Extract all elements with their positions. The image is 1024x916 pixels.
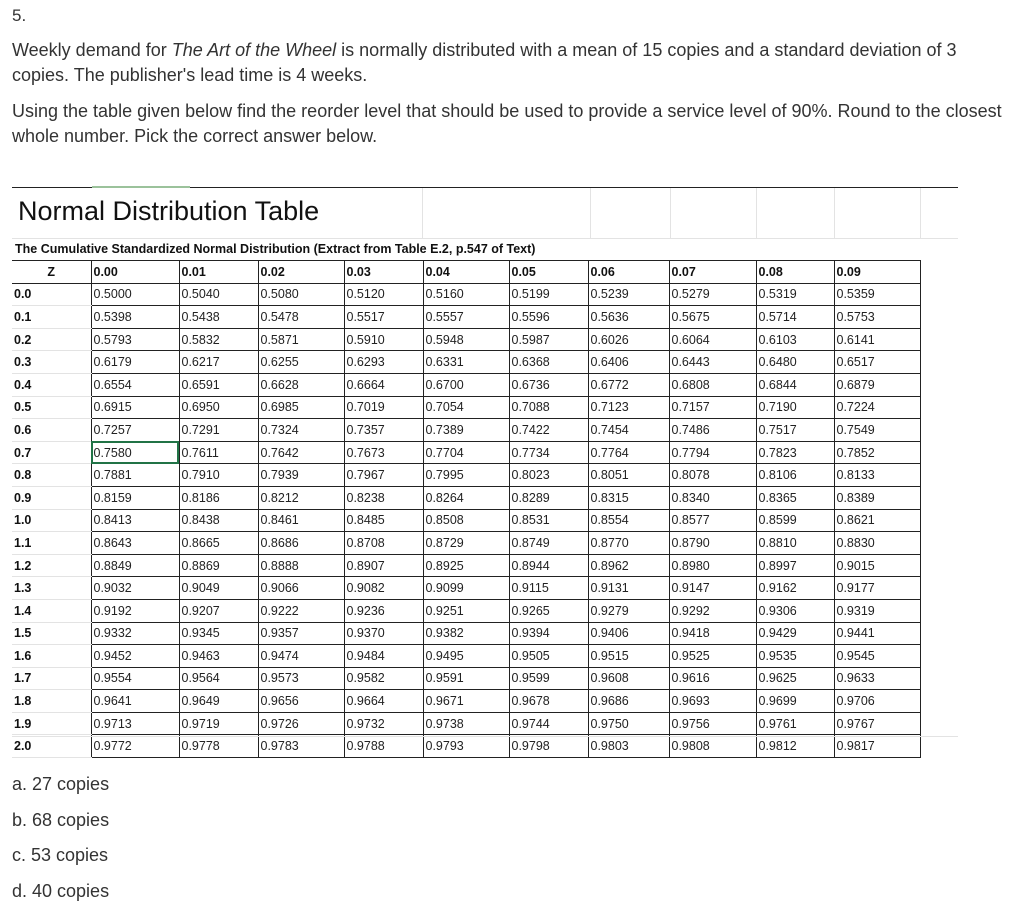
probability-cell[interactable]: 0.6179 [91,351,179,374]
probability-cell[interactable]: 0.8749 [509,532,588,555]
probability-cell[interactable]: 0.7704 [423,441,509,464]
probability-cell[interactable]: 0.9732 [344,712,423,735]
column-header: 0.03 [344,261,423,284]
column-header: 0.00 [91,261,179,284]
probability-cell[interactable]: 0.5120 [344,283,423,306]
probability-cell[interactable]: 0.9591 [423,667,509,690]
probability-cell[interactable]: 0.9599 [509,667,588,690]
probability-cell[interactable]: 0.7324 [258,419,344,442]
probability-cell[interactable]: 0.7123 [588,396,669,419]
probability-cell[interactable]: 0.6217 [179,351,258,374]
probability-cell[interactable]: 0.7224 [834,396,920,419]
probability-cell[interactable]: 0.8665 [179,532,258,555]
probability-cell[interactable]: 0.7910 [179,464,258,487]
probability-cell[interactable]: 0.8849 [91,554,179,577]
probability-cell[interactable]: 0.8708 [344,532,423,555]
probability-cell[interactable]: 0.9756 [669,712,756,735]
probability-cell[interactable]: 0.8888 [258,554,344,577]
probability-cell[interactable]: 0.7939 [258,464,344,487]
probability-cell[interactable]: 0.8997 [756,554,834,577]
row-z-value: 0.9 [12,486,91,509]
probability-cell[interactable]: 0.9207 [179,599,258,622]
probability-cell[interactable]: 0.9738 [423,712,509,735]
table-title: Normal Distribution Table [18,196,320,226]
probability-cell[interactable]: 0.9744 [509,712,588,735]
row-z-value: 1.5 [12,622,91,645]
probability-cell[interactable]: 0.5517 [344,306,423,329]
probability-cell[interactable]: 0.9495 [423,645,509,668]
probability-cell[interactable]: 0.6664 [344,373,423,396]
probability-cell[interactable]: 0.6950 [179,396,258,419]
probability-cell[interactable]: 0.9332 [91,622,179,645]
probability-cell[interactable]: 0.9608 [588,667,669,690]
probability-cell[interactable]: 0.9015 [834,554,920,577]
probability-cell[interactable]: 0.9545 [834,645,920,668]
probability-cell[interactable]: 0.6517 [834,351,920,374]
probability-cell[interactable]: 0.5478 [258,306,344,329]
probability-cell[interactable]: 0.9678 [509,690,588,713]
row-z-value: 0.6 [12,419,91,442]
probability-cell[interactable]: 0.9251 [423,599,509,622]
row-z-value: 1.4 [12,599,91,622]
probability-cell[interactable]: 0.5948 [423,328,509,351]
probability-cell[interactable]: 0.9625 [756,667,834,690]
row-z-value: 0.5 [12,396,91,419]
probability-cell[interactable]: 0.9812 [756,735,834,758]
probability-cell[interactable]: 0.8925 [423,554,509,577]
probability-cell[interactable]: 0.9693 [669,690,756,713]
probability-cell[interactable]: 0.8264 [423,486,509,509]
table-row [12,486,920,509]
table-row [12,396,920,419]
probability-cell[interactable]: 0.5000 [91,283,179,306]
probability-cell[interactable]: 0.9719 [179,712,258,735]
table-row [12,622,920,645]
probability-cell[interactable]: 0.9616 [669,667,756,690]
probability-cell[interactable]: 0.6293 [344,351,423,374]
probability-cell[interactable]: 0.9147 [669,577,756,600]
probability-cell[interactable]: 0.6736 [509,373,588,396]
table-row [12,283,920,306]
probability-cell[interactable]: 0.6628 [258,373,344,396]
probability-cell[interactable]: 0.6480 [756,351,834,374]
probability-cell[interactable]: 0.9131 [588,577,669,600]
probability-cell[interactable]: 0.7673 [344,441,423,464]
probability-cell[interactable]: 0.9306 [756,599,834,622]
probability-cell[interactable]: 0.8643 [91,532,179,555]
probability-cell[interactable]: 0.9772 [91,735,179,758]
probability-cell[interactable]: 0.5675 [669,306,756,329]
probability-cell[interactable]: 0.9699 [756,690,834,713]
probability-cell[interactable]: 0.7517 [756,419,834,442]
probability-cell[interactable]: 0.5793 [91,328,179,351]
answer-choices [12,770,109,912]
table-row [12,599,920,622]
probability-cell[interactable]: 0.9382 [423,622,509,645]
table-row [12,351,920,374]
probability-cell[interactable]: 0.8365 [756,486,834,509]
probability-cell[interactable]: 0.9236 [344,599,423,622]
probability-cell[interactable]: 0.9761 [756,712,834,735]
table-subtitle: The Cumulative Standardized Normal Distribution (Extract from Table E.2, p.547 of Text) [15,242,536,256]
probability-cell[interactable]: 0.8869 [179,554,258,577]
probability-cell[interactable]: 0.5557 [423,306,509,329]
grid-line [590,188,591,238]
probability-cell[interactable]: 0.9783 [258,735,344,758]
column-selection-marker [92,186,190,188]
probability-cell[interactable]: 0.5753 [834,306,920,329]
probability-cell[interactable]: 0.6443 [669,351,756,374]
probability-cell[interactable]: 0.9265 [509,599,588,622]
probability-cell[interactable]: 0.9793 [423,735,509,758]
question-paragraph-1: Weekly demand for The Art of the Wheel is normally distributed with a mean of 15 copies and a standard deviation of 3 copies. The publisher's lead time is 4 weeks. [12,40,957,85]
probability-cell[interactable]: 0.7054 [423,396,509,419]
probability-cell[interactable]: 0.9778 [179,735,258,758]
row-z-value: 1.0 [12,509,91,532]
probability-cell[interactable]: 0.9066 [258,577,344,600]
probability-cell[interactable]: 0.7357 [344,419,423,442]
probability-cell[interactable]: 0.9515 [588,645,669,668]
normal-distribution-sheet [12,187,958,754]
probability-cell[interactable]: 0.5080 [258,283,344,306]
probability-cell[interactable]: 0.8289 [509,486,588,509]
probability-cell[interactable]: 0.9525 [669,645,756,668]
probability-cell[interactable]: 0.6026 [588,328,669,351]
probability-cell[interactable]: 0.9803 [588,735,669,758]
probability-cell[interactable]: 0.8078 [669,464,756,487]
probability-cell[interactable]: 0.9177 [834,577,920,600]
probability-cell[interactable]: 0.5871 [258,328,344,351]
probability-cell[interactable]: 0.7881 [91,464,179,487]
probability-cell[interactable]: 0.9633 [834,667,920,690]
row-z-value: 0.3 [12,351,91,374]
choice-b[interactable]: b. 68 copies [12,809,110,830]
probability-cell[interactable]: 0.8315 [588,486,669,509]
probability-cell[interactable]: 0.9394 [509,622,588,645]
probability-cell[interactable]: 0.9767 [834,712,920,735]
choice-c[interactable]: c. 53 copies [12,845,109,865]
probability-cell[interactable]: 0.7580 [91,441,179,464]
probability-cell[interactable]: 0.9279 [588,599,669,622]
probability-cell[interactable]: 0.5636 [588,306,669,329]
probability-cell[interactable]: 0.6772 [588,373,669,396]
probability-cell[interactable]: 0.8810 [756,532,834,555]
probability-cell[interactable]: 0.5359 [834,283,920,306]
probability-cell[interactable]: 0.6064 [669,328,756,351]
column-header: 0.08 [756,261,834,284]
grid-line [12,238,958,239]
grid-line [670,188,671,238]
grid-line [422,188,423,238]
probability-cell[interactable]: 0.9582 [344,667,423,690]
probability-cell[interactable]: 0.9505 [509,645,588,668]
probability-cell[interactable]: 0.8023 [509,464,588,487]
probability-cell[interactable]: 0.5279 [669,283,756,306]
probability-cell[interactable]: 0.7088 [509,396,588,419]
row-z-value: 2.0 [12,735,91,758]
sheet-bottom-border [12,736,958,737]
table-row [12,554,920,577]
table-row [12,441,920,464]
probability-cell[interactable]: 0.5714 [756,306,834,329]
table-row [12,419,920,442]
row-z-value: 0.2 [12,328,91,351]
table-row [12,532,920,555]
probability-cell[interactable]: 0.9817 [834,735,920,758]
column-header: 0.01 [179,261,258,284]
probability-cell[interactable]: 0.8133 [834,464,920,487]
probability-cell[interactable]: 0.8770 [588,532,669,555]
probability-cell[interactable]: 0.7611 [179,441,258,464]
probability-cell[interactable]: 0.7422 [509,419,588,442]
z-header: Z [12,261,91,284]
probability-cell[interactable]: 0.7764 [588,441,669,464]
column-header: 0.09 [834,261,920,284]
probability-cell[interactable]: 0.7995 [423,464,509,487]
row-z-value: 1.9 [12,712,91,735]
probability-cell[interactable]: 0.8790 [669,532,756,555]
probability-cell[interactable]: 0.9713 [91,712,179,735]
probability-cell[interactable]: 0.9222 [258,599,344,622]
probability-cell[interactable]: 0.5596 [509,306,588,329]
row-z-value: 1.7 [12,667,91,690]
probability-cell[interactable]: 0.7257 [91,419,179,442]
column-header: 0.07 [669,261,756,284]
probability-cell[interactable]: 0.8980 [669,554,756,577]
probability-cell[interactable]: 0.9099 [423,577,509,600]
probability-cell[interactable]: 0.6844 [756,373,834,396]
probability-cell[interactable]: 0.8389 [834,486,920,509]
probability-cell[interactable]: 0.9418 [669,622,756,645]
probability-cell[interactable]: 0.7852 [834,441,920,464]
choice-d[interactable]: d. 40 copies [12,880,110,901]
probability-cell[interactable]: 0.9664 [344,690,423,713]
probability-cell[interactable]: 0.8621 [834,509,920,532]
probability-cell[interactable]: 0.7794 [669,441,756,464]
table-row [12,509,920,532]
probability-cell[interactable]: 0.9808 [669,735,756,758]
probability-cell[interactable]: 0.6591 [179,373,258,396]
probability-cell[interactable]: 0.9573 [258,667,344,690]
probability-cell[interactable]: 0.9345 [179,622,258,645]
probability-cell[interactable]: 0.6368 [509,351,588,374]
probability-cell[interactable]: 0.9192 [91,599,179,622]
probability-cell[interactable]: 0.9452 [91,645,179,668]
probability-cell[interactable]: 0.8461 [258,509,344,532]
probability-cell[interactable]: 0.9441 [834,622,920,645]
probability-cell[interactable]: 0.9162 [756,577,834,600]
probability-cell[interactable]: 0.7157 [669,396,756,419]
probability-cell[interactable]: 0.8485 [344,509,423,532]
probability-cell[interactable]: 0.9649 [179,690,258,713]
probability-cell[interactable]: 0.9406 [588,622,669,645]
probability-cell[interactable]: 0.6985 [258,396,344,419]
probability-cell[interactable]: 0.7486 [669,419,756,442]
probability-cell[interactable]: 0.6915 [91,396,179,419]
row-z-value: 1.1 [12,532,91,555]
probability-cell[interactable]: 0.8238 [344,486,423,509]
table-row [12,577,920,600]
probability-cell[interactable]: 0.8907 [344,554,423,577]
probability-cell[interactable]: 0.9370 [344,622,423,645]
grid-line [756,188,757,238]
probability-cell[interactable]: 0.9798 [509,735,588,758]
probability-cell[interactable]: 0.8962 [588,554,669,577]
row-z-value: 1.2 [12,554,91,577]
probability-cell[interactable]: 0.9750 [588,712,669,735]
row-z-value: 0.1 [12,306,91,329]
probability-cell[interactable]: 0.9706 [834,690,920,713]
column-header: 0.04 [423,261,509,284]
probability-cell[interactable]: 0.5319 [756,283,834,306]
probability-cell[interactable]: 0.7823 [756,441,834,464]
table-row [12,464,920,487]
table-row [12,690,920,713]
probability-cell[interactable]: 0.9788 [344,735,423,758]
probability-cell[interactable]: 0.9671 [423,690,509,713]
probability-cell[interactable]: 0.9686 [588,690,669,713]
probability-cell[interactable]: 0.9292 [669,599,756,622]
probability-cell[interactable]: 0.8729 [423,532,509,555]
probability-cell[interactable]: 0.9115 [509,577,588,600]
probability-cell[interactable]: 0.7549 [834,419,920,442]
probability-cell[interactable]: 0.7389 [423,419,509,442]
probability-cell[interactable]: 0.6331 [423,351,509,374]
probability-cell[interactable]: 0.9429 [756,622,834,645]
probability-cell[interactable]: 0.8531 [509,509,588,532]
probability-cell[interactable]: 0.8577 [669,509,756,532]
probability-cell[interactable]: 0.8212 [258,486,344,509]
probability-cell[interactable]: 0.9564 [179,667,258,690]
grid-line [920,188,921,238]
table-row [12,645,920,668]
row-z-value: 0.8 [12,464,91,487]
question-paragraph-2: Using the table given below find the reorder level that should be used to provide a service level of 90%. Round to the closest whole number. Pick the correct answer below. [12,101,1002,146]
probability-cell[interactable]: 0.9641 [91,690,179,713]
probability-cell[interactable]: 0.9032 [91,577,179,600]
probability-cell[interactable]: 0.6700 [423,373,509,396]
table-row [12,328,920,351]
column-header: 0.02 [258,261,344,284]
probability-cell[interactable]: 0.5832 [179,328,258,351]
probability-cell[interactable]: 0.8186 [179,486,258,509]
probability-cell[interactable]: 0.8830 [834,532,920,555]
table-row [12,735,920,758]
probability-cell[interactable]: 0.8413 [91,509,179,532]
probability-cell[interactable]: 0.6406 [588,351,669,374]
table-row [12,712,920,735]
probability-cell[interactable]: 0.6808 [669,373,756,396]
row-z-value: 0.7 [12,441,91,464]
probability-cell[interactable]: 0.9319 [834,599,920,622]
probability-cell[interactable]: 0.8159 [91,486,179,509]
probability-cell[interactable]: 0.7642 [258,441,344,464]
probability-cell[interactable]: 0.9656 [258,690,344,713]
probability-cell[interactable]: 0.9049 [179,577,258,600]
probability-cell[interactable]: 0.5239 [588,283,669,306]
probability-cell[interactable]: 0.9463 [179,645,258,668]
probability-cell[interactable]: 0.9726 [258,712,344,735]
probability-cell[interactable]: 0.7190 [756,396,834,419]
probability-cell[interactable]: 0.9474 [258,645,344,668]
probability-cell[interactable]: 0.5160 [423,283,509,306]
row-z-value: 0.0 [12,283,91,306]
probability-cell[interactable]: 0.6879 [834,373,920,396]
probability-cell[interactable]: 0.6141 [834,328,920,351]
row-z-value: 1.6 [12,645,91,668]
probability-cell[interactable]: 0.5040 [179,283,258,306]
table-row [12,667,920,690]
probability-cell[interactable]: 0.7019 [344,396,423,419]
choice-a[interactable]: a. 27 copies [12,774,110,794]
table-header-row [12,261,920,284]
probability-cell[interactable]: 0.5199 [509,283,588,306]
probability-cell[interactable]: 0.9357 [258,622,344,645]
probability-cell[interactable]: 0.7734 [509,441,588,464]
probability-cell[interactable]: 0.9484 [344,645,423,668]
probability-cell[interactable]: 0.8438 [179,509,258,532]
probability-cell[interactable]: 0.5987 [509,328,588,351]
probability-cell[interactable]: 0.9554 [91,667,179,690]
row-z-value: 0.4 [12,373,91,396]
probability-cell[interactable]: 0.8554 [588,509,669,532]
table-row [12,306,920,329]
probability-cell[interactable]: 0.8686 [258,532,344,555]
probability-cell[interactable]: 0.7967 [344,464,423,487]
probability-cell[interactable]: 0.5398 [91,306,179,329]
probability-cell[interactable]: 0.7291 [179,419,258,442]
row-z-value: 1.8 [12,690,91,713]
probability-cell[interactable]: 0.8340 [669,486,756,509]
row-z-value: 1.3 [12,577,91,600]
probability-cell[interactable]: 0.8051 [588,464,669,487]
column-header: 0.06 [588,261,669,284]
probability-cell[interactable]: 0.5438 [179,306,258,329]
probability-cell[interactable]: 0.8599 [756,509,834,532]
question-number: 5. [12,6,27,25]
probability-cell[interactable]: 0.7454 [588,419,669,442]
probability-cell[interactable]: 0.9535 [756,645,834,668]
probability-cell[interactable]: 0.9082 [344,577,423,600]
probability-cell[interactable]: 0.8508 [423,509,509,532]
probability-cell[interactable]: 0.6255 [258,351,344,374]
column-header: 0.05 [509,261,588,284]
grid-line [834,188,835,238]
probability-cell[interactable]: 0.6554 [91,373,179,396]
z-table [12,260,921,758]
book-title: The Art of the Wheel [171,40,337,60]
table-row [12,373,920,396]
probability-cell[interactable]: 0.5910 [344,328,423,351]
probability-cell[interactable]: 0.6103 [756,328,834,351]
probability-cell[interactable]: 0.8106 [756,464,834,487]
probability-cell[interactable]: 0.8944 [509,554,588,577]
